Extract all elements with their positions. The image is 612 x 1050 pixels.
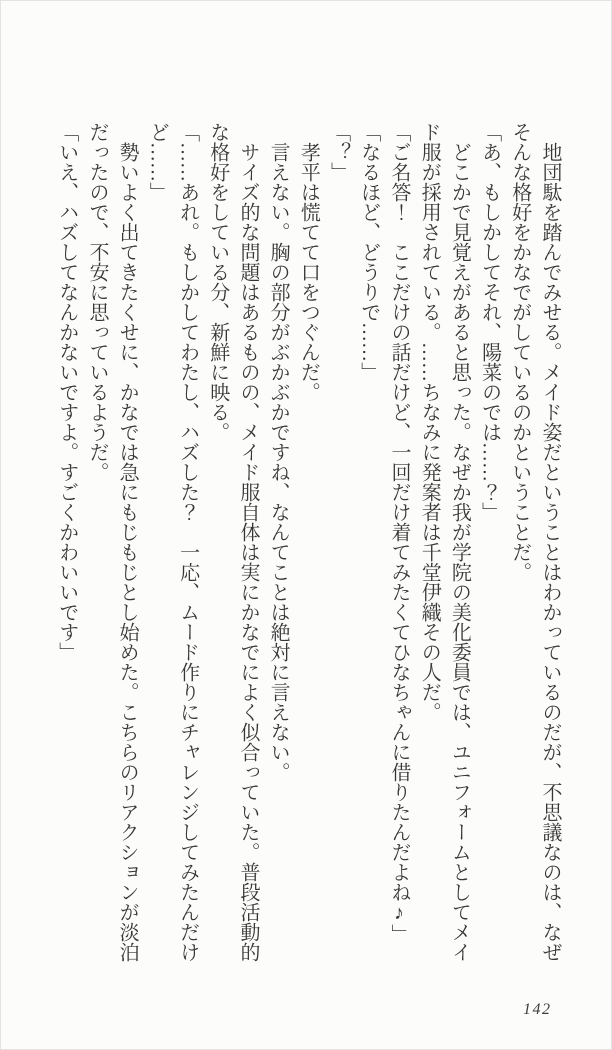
dialogue-line: 「ご名答！ ここだけの話だけど、一回だけ着てみたくてひなちゃんに借りたんだよね♪」 [387, 122, 410, 944]
dialogue-line: 「いえ、ハズしてなんかないですよ。すごくかわいいです」 [55, 122, 78, 662]
dialogue-line: 「……あれ。もしかしてわたし、ハズした？ 一応、ムード作りにチャレンジしてみたんだけど……」 [146, 122, 199, 962]
page-text [51, 122, 565, 970]
narration-paragraph: 言えない。胸の部分がぶかぶかですね、なんてことは絶対に言えない。 [267, 142, 290, 782]
narration-paragraph: 地団駄を踏んでみせる。メイド姿だということはわかっているのだが、不思議なのは、なぜそんな格好をかなでがしているのかということだ。 [508, 122, 561, 962]
page-number: 142 [523, 1001, 552, 1018]
narration-paragraph: 勢いよく出てきたくせに、かなでは急にもじもじとし始めた。こちらのリアクションが淡泊だったので、不安に思っているようだ。 [85, 122, 139, 962]
dialogue-line: 「あ、もしかしてそれ、陽菜のでは……？」 [478, 122, 501, 522]
narration-paragraph: サイズ的な問題はあるものの、メイド服自体は実にかなでによく似合っていた。普段活動的な格好をしている分、新鮮に映る。 [206, 122, 259, 962]
dialogue-line: 「なるほど、どうりで……」 [357, 122, 380, 382]
narration-paragraph: どこかで見覚えがあると思った。なぜか我が学院の美化委員では、ユニフォームとしてメイド服が採用されている。……ちなみに発案者は千堂伊織その人だ。 [418, 122, 471, 962]
narration-paragraph: 孝平は慌てて口をつぐんだ。 [297, 142, 320, 402]
dialogue-line: 「？」 [327, 122, 350, 182]
